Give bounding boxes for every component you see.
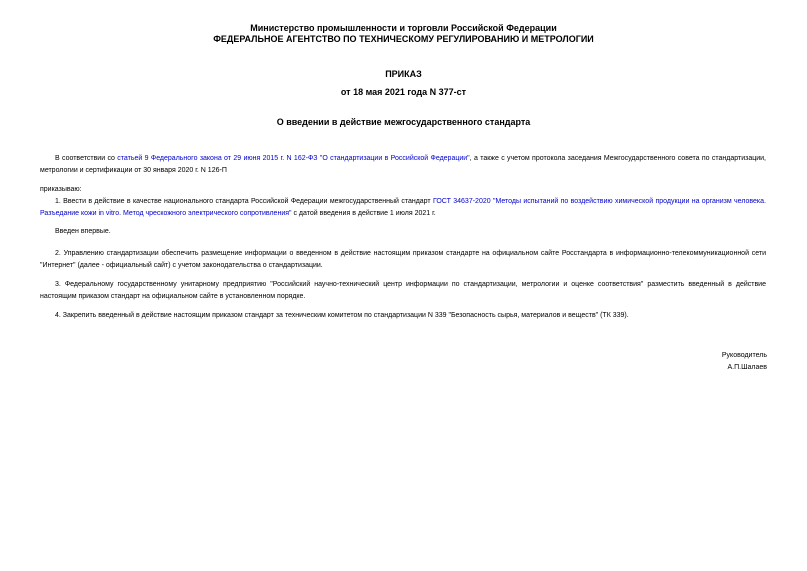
item-1-suffix: с датой введения в действие 1 июля 2021 г. bbox=[291, 210, 436, 217]
standard-link[interactable]: ГОСТ 34637-2020 "Методы испытаний по воздействию химической продукции на организм человека. Разъедание кожи in vitro. Метод чрескожного электрического сопротивления" bbox=[40, 198, 766, 217]
item-1-paragraph bbox=[40, 196, 766, 220]
item-1-prefix: 1. Ввести в действие в качестве национального стандарта Российской Федерации межгосударственный стандарт bbox=[55, 198, 433, 205]
ministry-title: Министерство промышленности и торговли Российской Федерации bbox=[250, 23, 557, 33]
preamble-prefix: В соответствии со bbox=[55, 155, 118, 162]
signatory-name: А.П.Шалаев bbox=[727, 364, 767, 371]
order-word: приказываю: bbox=[40, 186, 82, 193]
item-2-paragraph: 2. Управлению стандартизации обеспечить размещение информации о введенном в действие настоящим приказом стандарте на официальном сайте Росстандарта в информационно-телекоммуникационной сети "Интернет" (далее - официальный сайт) с учетом законодательства о стандартизации. bbox=[40, 250, 766, 269]
signatory-position: Руководитель bbox=[721, 352, 767, 359]
document-type: ПРИКАЗ bbox=[385, 69, 422, 79]
item-3-paragraph: 3. Федеральному государственному унитарному предприятию "Российский научно-технический центр информации по стандартизации, метрологии и оценке соответствия" разместить введенный в действие настоящим приказом стандарт на официальном сайте в установленном порядке. bbox=[40, 281, 766, 300]
document-date-number: от 18 мая 2021 года N 377-ст bbox=[340, 87, 467, 97]
law-article-link[interactable]: статьей 9 Федерального закона от 29 июня 2015 г. N 162-ФЗ "О стандартизации в Российской Федерации" bbox=[117, 155, 470, 162]
document-subject: О введении в действие межгосударственного стандарта bbox=[276, 117, 531, 127]
first-time-note: Введен впервые. bbox=[55, 228, 111, 235]
preamble-paragraph bbox=[40, 153, 766, 177]
item-4-paragraph: 4. Закрепить введенный в действие настоящим приказом стандарт за техническим комитетом по стандартизации N 339 "Безопасность сырья, материалов и веществ" (ТК 339). bbox=[55, 312, 629, 319]
preamble-suffix: , а также с учетом протокола заседания Межгосударственного совета по стандартизации, метрологии и сертификации от 30 января 2020 г. N 126-П bbox=[40, 155, 766, 174]
agency-title: ФЕДЕРАЛЬНОЕ АГЕНТСТВО ПО ТЕХНИЧЕСКОМУ РЕГУЛИРОВАНИЮ И МЕТРОЛОГИИ bbox=[213, 34, 594, 44]
